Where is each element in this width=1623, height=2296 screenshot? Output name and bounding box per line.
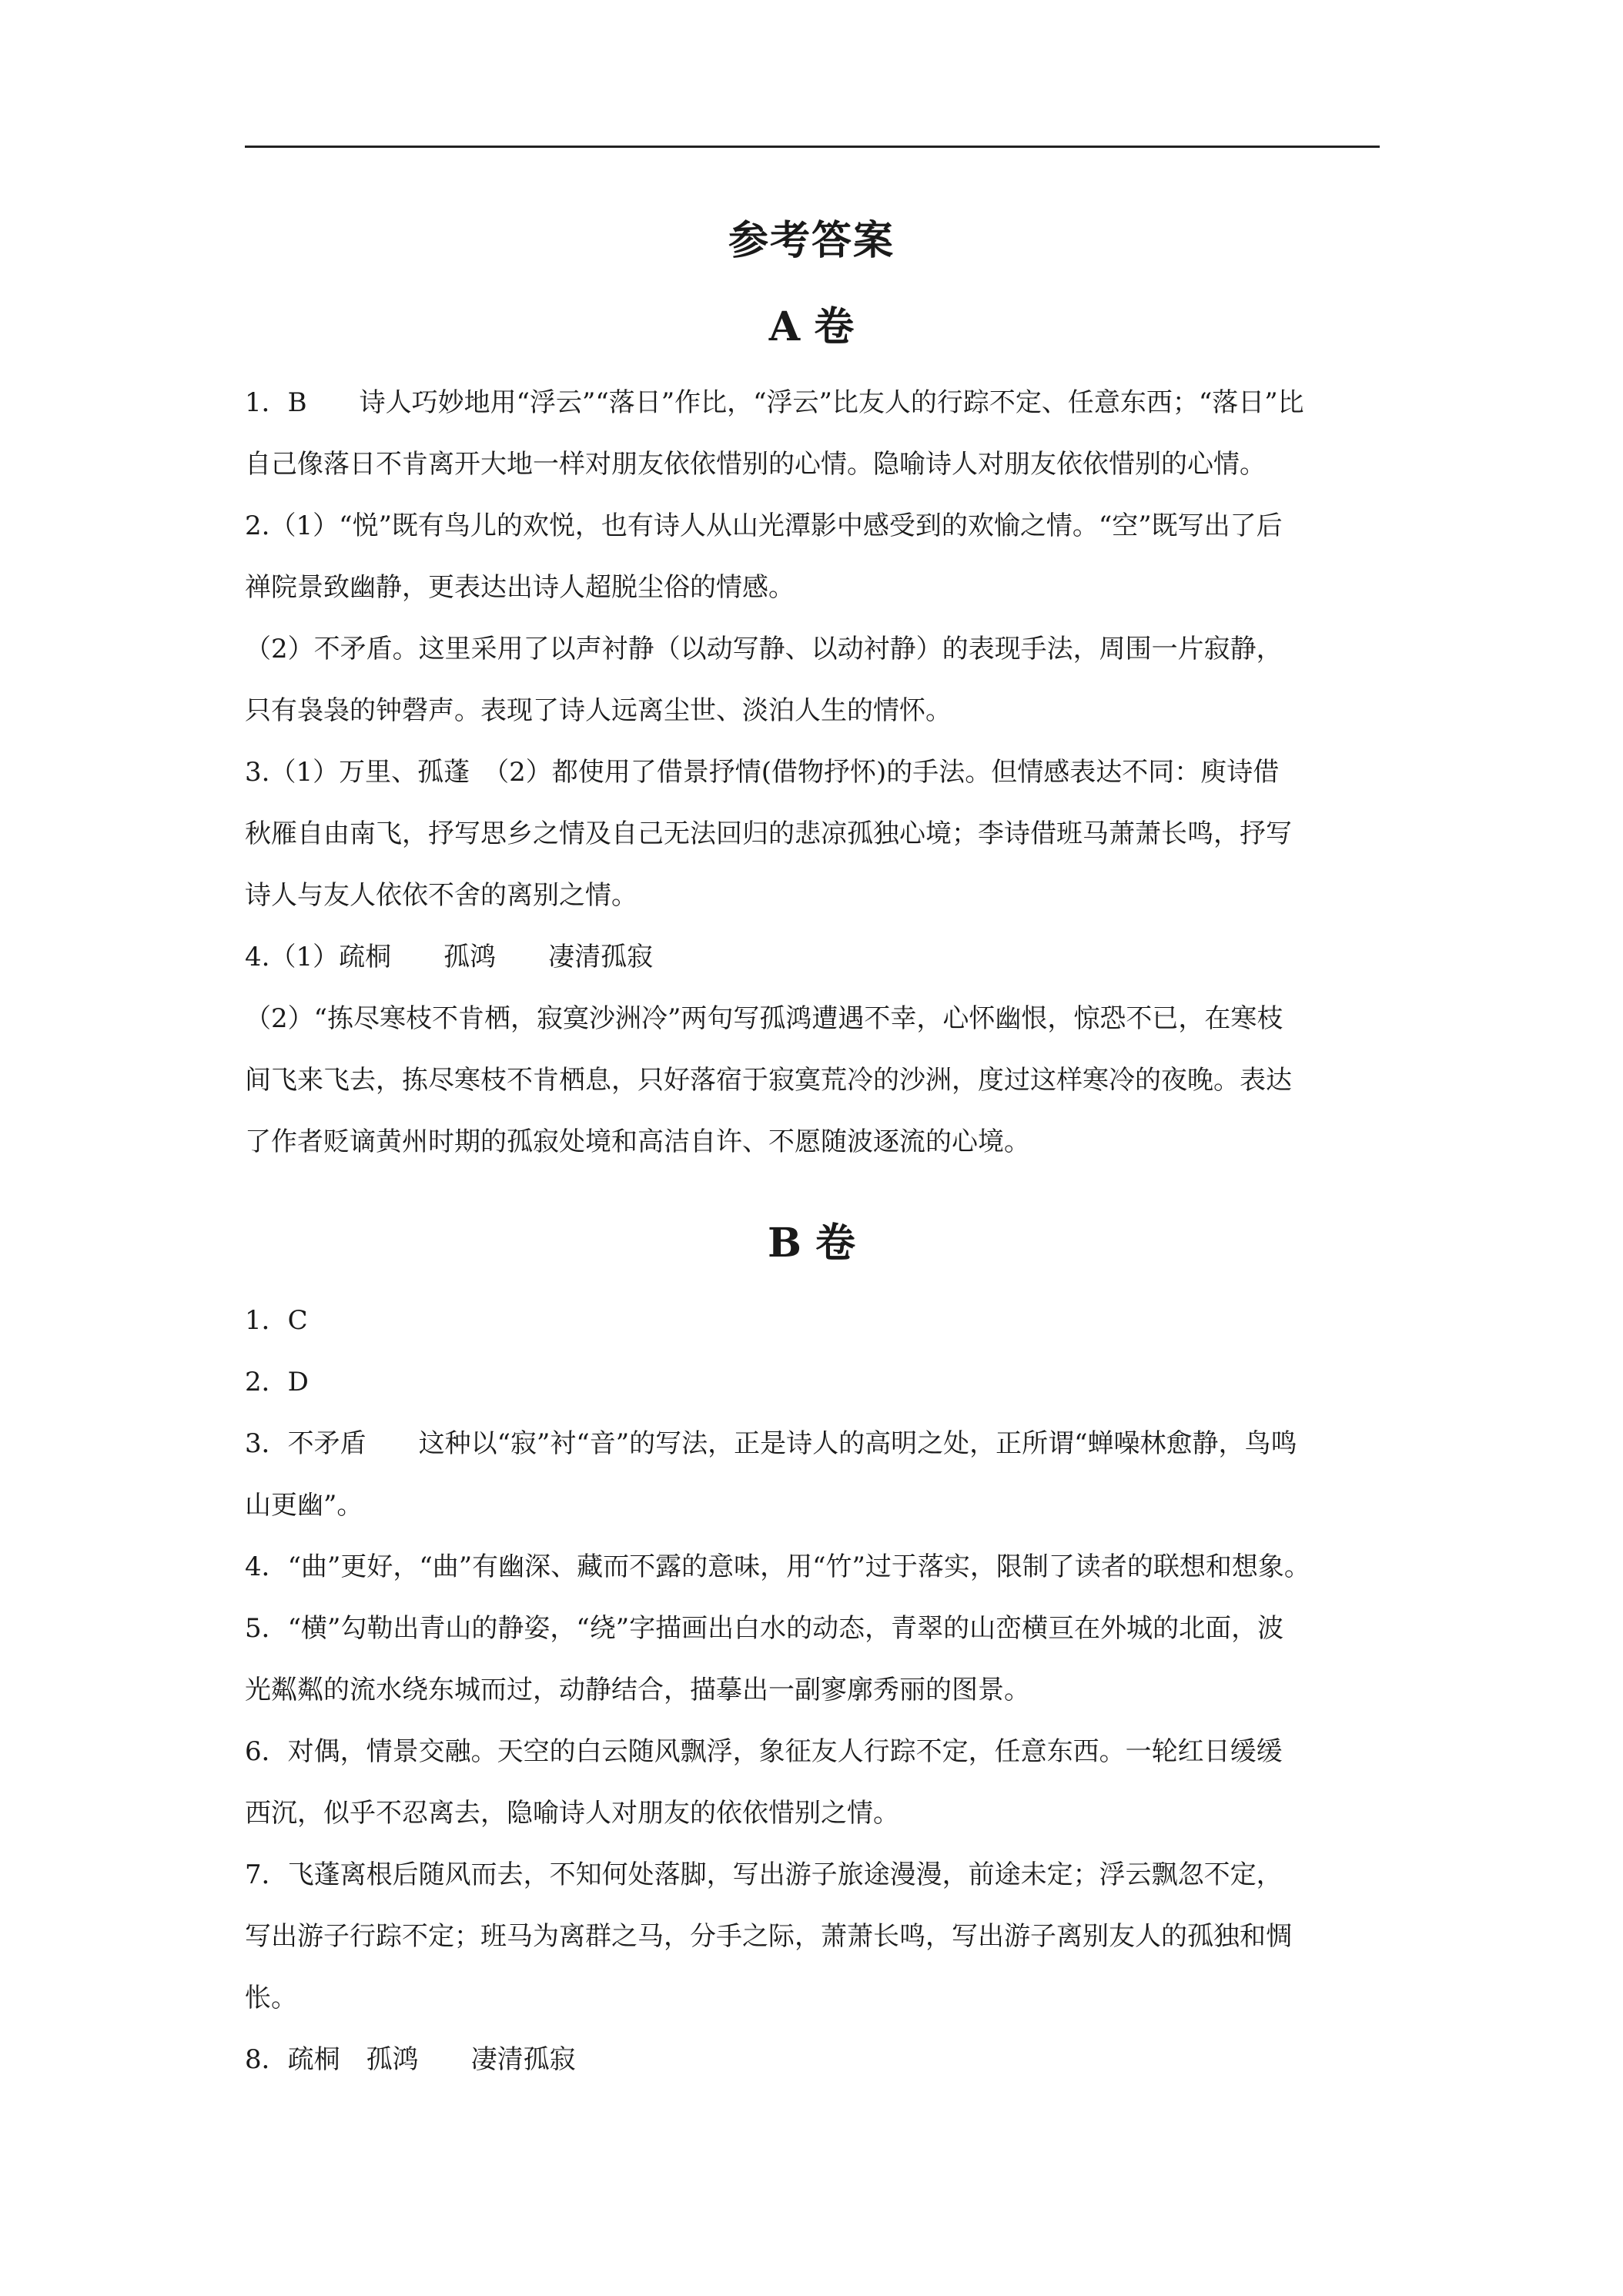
answer-line: 2.（1）“悦”既有鸟儿的欢悦，也有诗人从山光潭影中感受到的欢愉之情。“空”既写出了后 [245,510,1283,541]
answer-line: 4．“曲”更好，“曲”有幽深、藏而不露的意味，用“竹”过于落实，限制了读者的联想和想象。 [245,1551,1310,1582]
answer-line: 禅院景致幽静，更表达出诗人超脱尘俗的情感。 [245,572,795,603]
answer-line: 7．飞蓬离根后随风而去，不知何处落脚，写出游子旅途漫漫，前途未定；浮云飘忽不定， [245,1859,1283,1890]
page-title: 参考答案 [728,217,895,264]
answer-line: 只有袅袅的钟磬声。表现了诗人远离尘世、淡泊人生的情怀。 [245,695,952,726]
answer-line: 秋雁自由南飞，抒写思乡之情及自己无法回归的悲凉孤独心境；李诗借班马萧萧长鸣，抒写 [245,818,1292,849]
answer-line: （2）“拣尽寒枝不肯栖，寂寞沙洲冷”两句写孤鸿遭遇不幸，心怀幽恨，惊恐不已，在寒枝 [245,1003,1283,1034]
answer-line: 4.（1）疏桐 孤鸿 凄清孤寂 [245,942,654,972]
answer-line: 5．“横”勾勒出青山的静姿，“绕”字描画出白水的动态，青翠的山峦横亘在外城的北面，波 [245,1613,1284,1644]
answer-line: 写出游子行踪不定；班马为离群之马，分手之际，萧萧长鸣，写出游子离别友人的孤独和惆 [245,1921,1292,1952]
answer-line: 1．C [245,1305,308,1336]
answer-line: 8．疏桐 孤鸿 凄清孤寂 [245,2044,576,2075]
answer-line: 间飞来飞去，拣尽寒枝不肯栖息，只好落宿于寂寞荒冷的沙洲，度过这样寒冷的夜晚。表达 [245,1065,1292,1096]
answer-line: 1．B 诗人巧妙地用“浮云”“落日”作比，“浮云”比友人的行踪不定、任意东西；“落日”比 [245,387,1304,418]
answer-line: 西沉，似乎不忍离去，隐喻诗人对朋友的依依惜别之情。 [245,1798,899,1829]
answer-line: 3．不矛盾 这种以“寂”衬“音”的写法，正是诗人的高明之处，正所谓“蝉噪林愈静，鸟鸣 [245,1428,1297,1459]
section-b-title: B 卷 [767,1220,856,1267]
answer-line: 光粼粼的流水绕东城而过，动静结合，描摹出一副寥廓秀丽的图景。 [245,1675,1030,1705]
answer-line: 怅。 [245,1983,297,2013]
answer-line: 3.（1）万里、孤蓬 （2）都使用了借景抒情(借物抒怀)的手法。但情感表达不同：庾诗借 [245,757,1280,788]
answer-line: 诗人与友人依依不舍的离别之情。 [245,880,637,911]
section-a-title: A 卷 [768,303,855,350]
answer-line: （2）不矛盾。这里采用了以声衬静（以动写静、以动衬静）的表现手法，周围一片寂静， [245,634,1283,664]
answer-line: 自己像落日不肯离开大地一样对朋友依依惜别的心情。隐喻诗人对朋友依依惜别的心情。 [245,449,1266,480]
answer-line: 6．对偶，情景交融。天空的白云随风飘浮，象征友人行踪不定，任意东西。一轮红日缓缓 [245,1736,1283,1767]
header-rule [245,146,1380,148]
answer-line: 了作者贬谪黄州时期的孤寂处境和高洁自许、不愿随波逐流的心境。 [245,1126,1030,1157]
answer-line: 2．D [245,1367,309,1397]
answer-line: 山更幽”。 [245,1490,363,1521]
